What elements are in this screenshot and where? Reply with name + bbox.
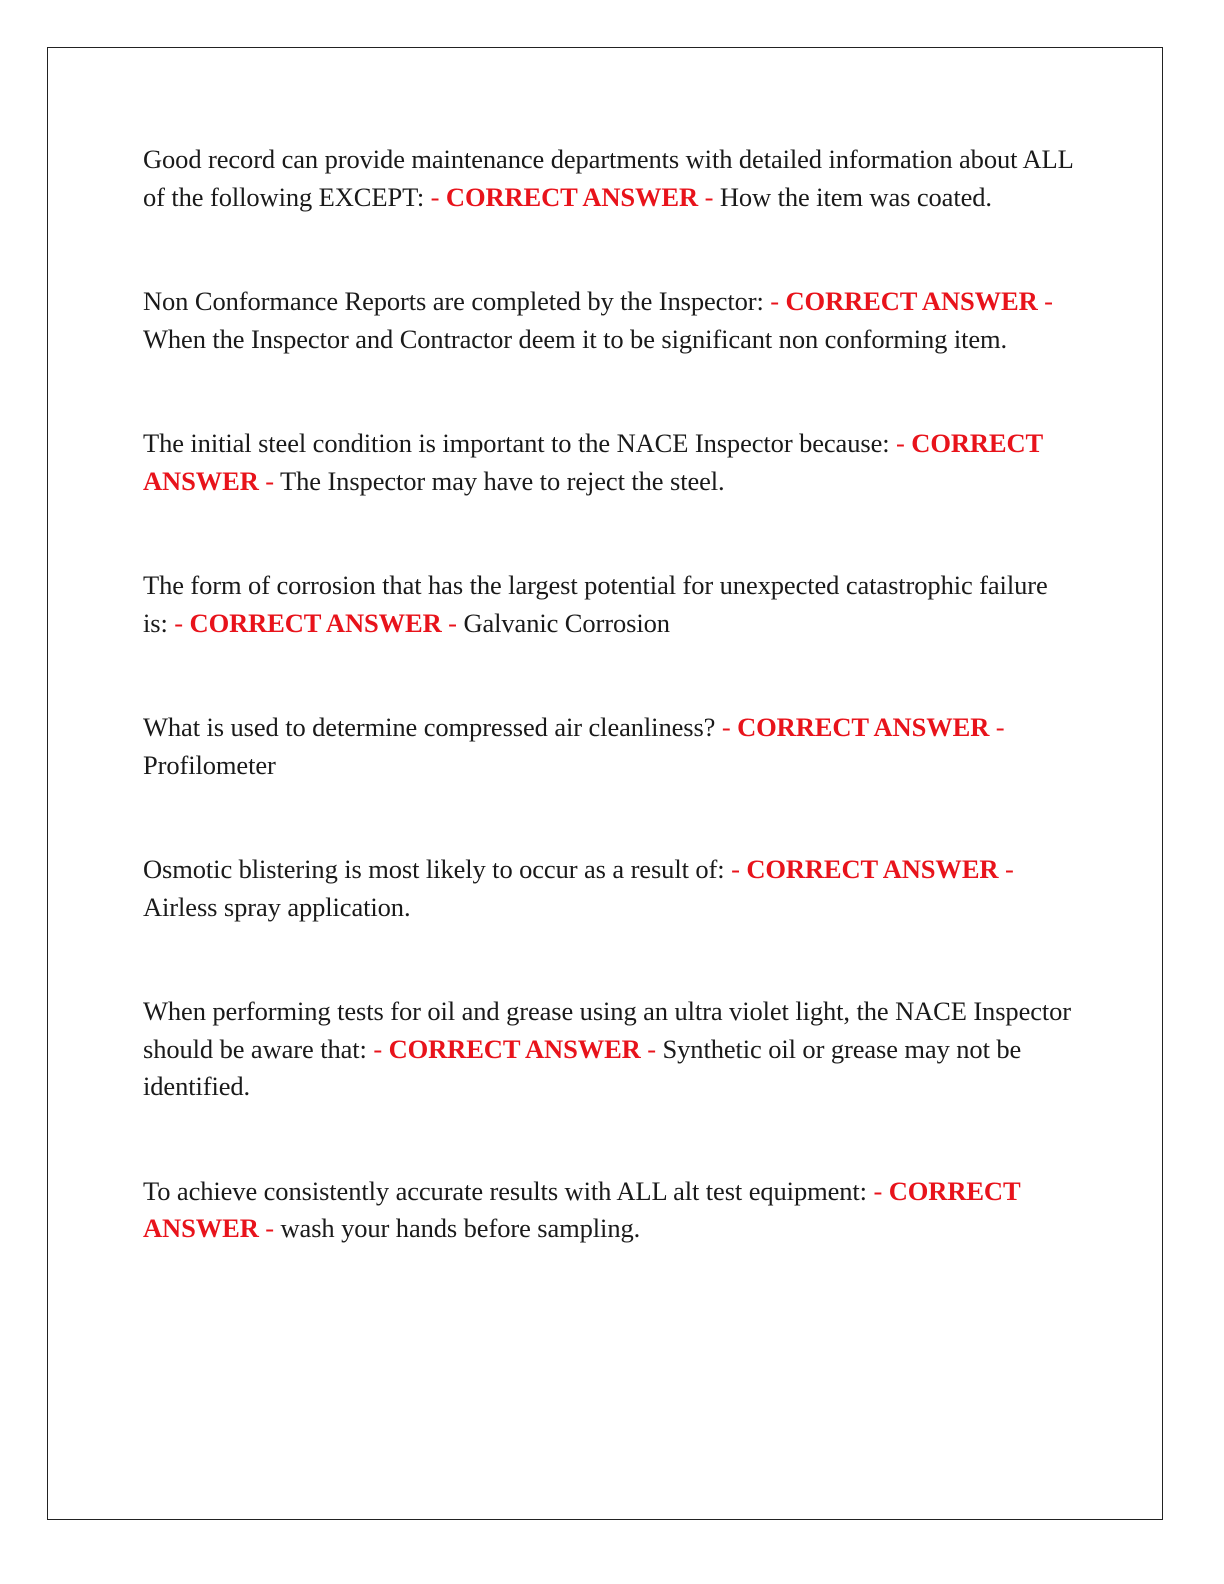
correct-answer-label: CORRECT ANSWER bbox=[445, 181, 699, 212]
qa-item bbox=[143, 1173, 1078, 1248]
correct-answer-marker: - CORRECT ANSWER - bbox=[770, 286, 1053, 316]
question-text: When performing tests for oil and grease using an ultra violet light, the NACE Inspector should be aware that: bbox=[143, 996, 1072, 1064]
correct-answer-marker: - CORRECT ANSWER - bbox=[430, 181, 714, 212]
correct-answer-marker: - CORRECT ANSWER - bbox=[721, 712, 1005, 742]
question-text: What is used to determine compressed air cleanliness? bbox=[143, 712, 716, 742]
qa-item bbox=[143, 141, 1078, 216]
correct-answer-marker: - CORRECT ANSWER - bbox=[143, 428, 1043, 496]
qa-item bbox=[143, 851, 1078, 926]
correct-answer-label: CORRECT ANSWER bbox=[189, 607, 442, 638]
question-text: Good record can provide maintenance departments with detailed information about ALL of the following EXCEPT: bbox=[143, 144, 1073, 212]
correct-answer-marker: - CORRECT ANSWER - bbox=[143, 1175, 1021, 1243]
qa-item bbox=[143, 567, 1078, 642]
qa-item bbox=[143, 709, 1078, 784]
answer-text: Profilometer bbox=[143, 749, 276, 780]
answer-text: Galvanic Corrosion bbox=[463, 607, 670, 638]
question-text: Non Conformance Reports are completed by the Inspector: bbox=[143, 286, 764, 316]
correct-answer-marker: - CORRECT ANSWER - bbox=[373, 1033, 656, 1064]
correct-answer-marker: - CORRECT ANSWER - bbox=[174, 607, 457, 638]
answer-text: When the Inspector and Contractor deem it to be significant non conforming item. bbox=[143, 323, 1008, 354]
correct-answer-label: CORRECT ANSWER bbox=[785, 286, 1038, 316]
qa-item bbox=[143, 283, 1078, 358]
correct-answer-label: CORRECT ANSWER bbox=[746, 854, 999, 884]
correct-answer-label: CORRECT ANSWER bbox=[388, 1033, 641, 1064]
answer-text: The Inspector may have to reject the steel. bbox=[280, 465, 725, 496]
qa-item bbox=[143, 425, 1078, 500]
qa-item bbox=[143, 993, 1078, 1106]
answer-text: How the item was coated. bbox=[719, 181, 992, 212]
answer-text: Synthetic oil or grease may not be identified. bbox=[143, 1033, 1022, 1101]
correct-answer-marker: - CORRECT ANSWER - bbox=[731, 854, 1014, 884]
correct-answer-label: CORRECT ANSWER bbox=[737, 712, 990, 742]
answer-text: Airless spray application. bbox=[143, 891, 411, 922]
answer-text: wash your hands before sampling. bbox=[280, 1213, 641, 1243]
question-text: The initial steel condition is important to the NACE Inspector because: bbox=[143, 428, 890, 458]
qa-list bbox=[143, 141, 1078, 1248]
question-text: The form of corrosion that has the largest potential for unexpected catastrophic failure is: bbox=[143, 570, 1048, 638]
question-text: To achieve consistently accurate results with ALL alt test equipment: bbox=[143, 1175, 867, 1206]
correct-answer-label: CORRECT ANSWER bbox=[143, 428, 1043, 496]
question-text: Osmotic blistering is most likely to occur as a result of: bbox=[143, 854, 725, 884]
correct-answer-label: CORRECT ANSWER bbox=[143, 1175, 1021, 1243]
